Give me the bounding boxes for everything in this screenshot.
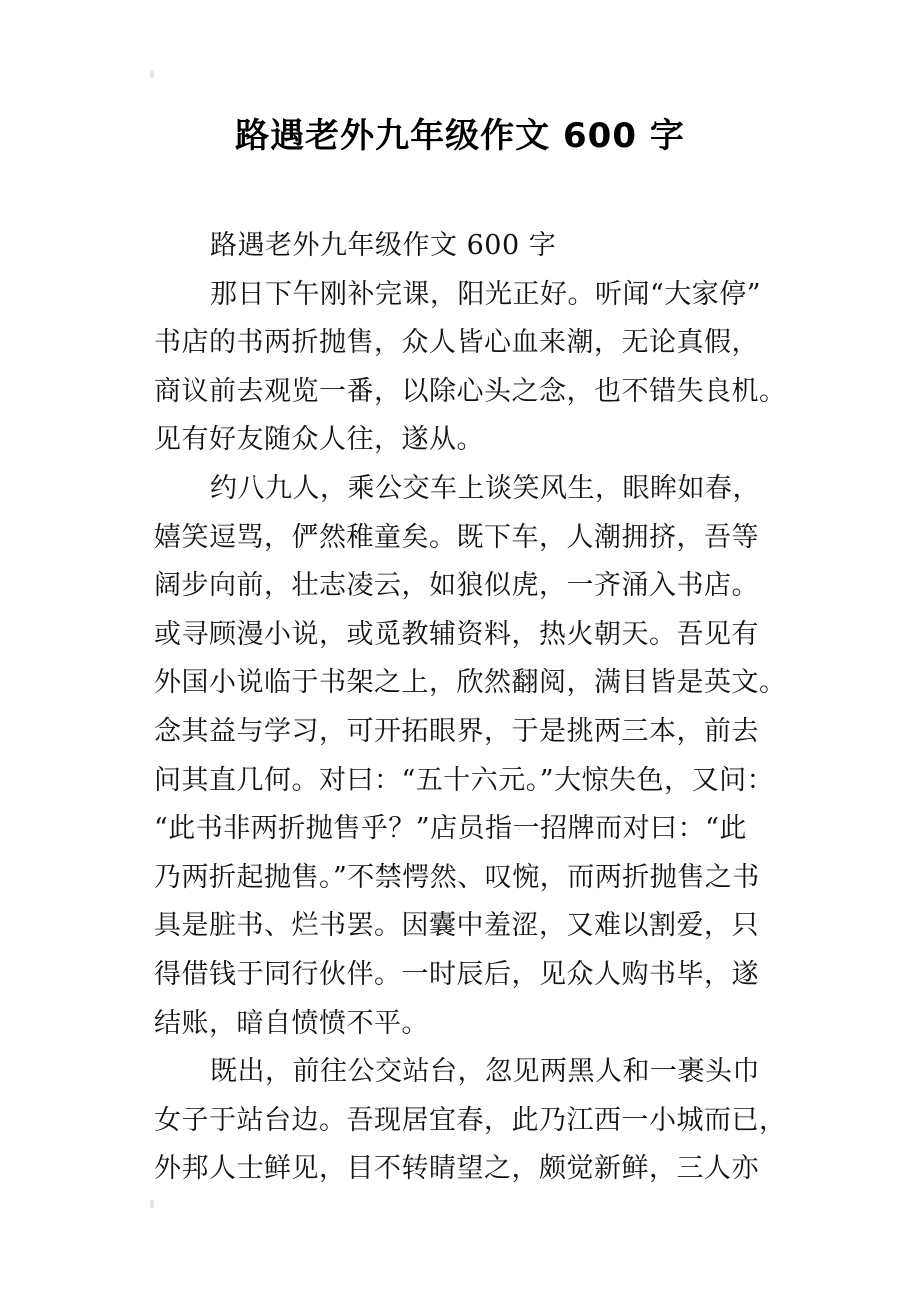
paragraph-line: 阔步向前，壮志凌云，如狼似虎，一齐涌入书店。 [154,570,759,602]
paragraph-line: 路遇老外九年级作文 600 字 [210,230,557,261]
paragraph-line: 外国小说临于书架之上，欣然翻阅，满目皆是英文。 [154,667,787,699]
paragraph-line: 见有好友随众人往，遂从。 [154,424,484,456]
paragraph-line: 问其直几何。对曰：“五十六元。”大惊失色，又问： [154,764,775,796]
paragraph-line: 约八九人，乘公交车上谈笑风生，眼眸如春， [210,472,760,504]
document-title: 路遇老外九年级作文 600 字 [235,116,685,156]
paragraph-line: 那日下午刚补完课，阳光正好。听闻“大家停” [210,278,762,310]
scan-artifact [150,70,154,78]
paragraph-line: 女子于站台边。吾现居宜春，此乃江西一小城而已， [154,1104,787,1136]
paragraph-line: 既出，前往公交站台，忽见两黑人和一裹头巾 [210,1056,760,1088]
paragraph-line: 念其益与学习，可开拓眼界，于是挑两三本，前去 [154,715,759,747]
paragraph-line: 具是脏书、烂书罢。因囊中羞涩，又难以割爱，只 [154,910,759,942]
paragraph-line: 乃两折起抛售。”不禁愕然、叹惋，而两折抛售之书 [154,861,760,893]
paragraph-line: 书店的书两折抛售，众人皆心血来潮，无论真假， [154,327,759,359]
paragraph-line: “此书非两折抛售乎？”店员指一招牌而对曰：“此 [154,813,747,845]
paragraph-line: 得借钱于同行伙伴。一时辰后，见众人购书毕，遂 [154,958,759,990]
paragraph-line: 结账，暗自愤愤不平。 [154,1007,429,1039]
paragraph-line: 或寻顾漫小说，或觅教辅资料，热火朝天。吾见有 [154,618,759,650]
paragraph-line: 嬉笑逗骂，俨然稚童矣。既下车，人潮拥挤，吾等 [154,521,759,553]
paragraph-line: 商议前去观览一番，以除心头之念，也不错失良机。 [154,375,787,407]
document-body [154,222,794,1194]
paragraph-line: 外邦人士鲜见，目不转睛望之，颇觉新鲜，三人亦 [154,1153,759,1185]
scan-artifact [150,1200,154,1208]
